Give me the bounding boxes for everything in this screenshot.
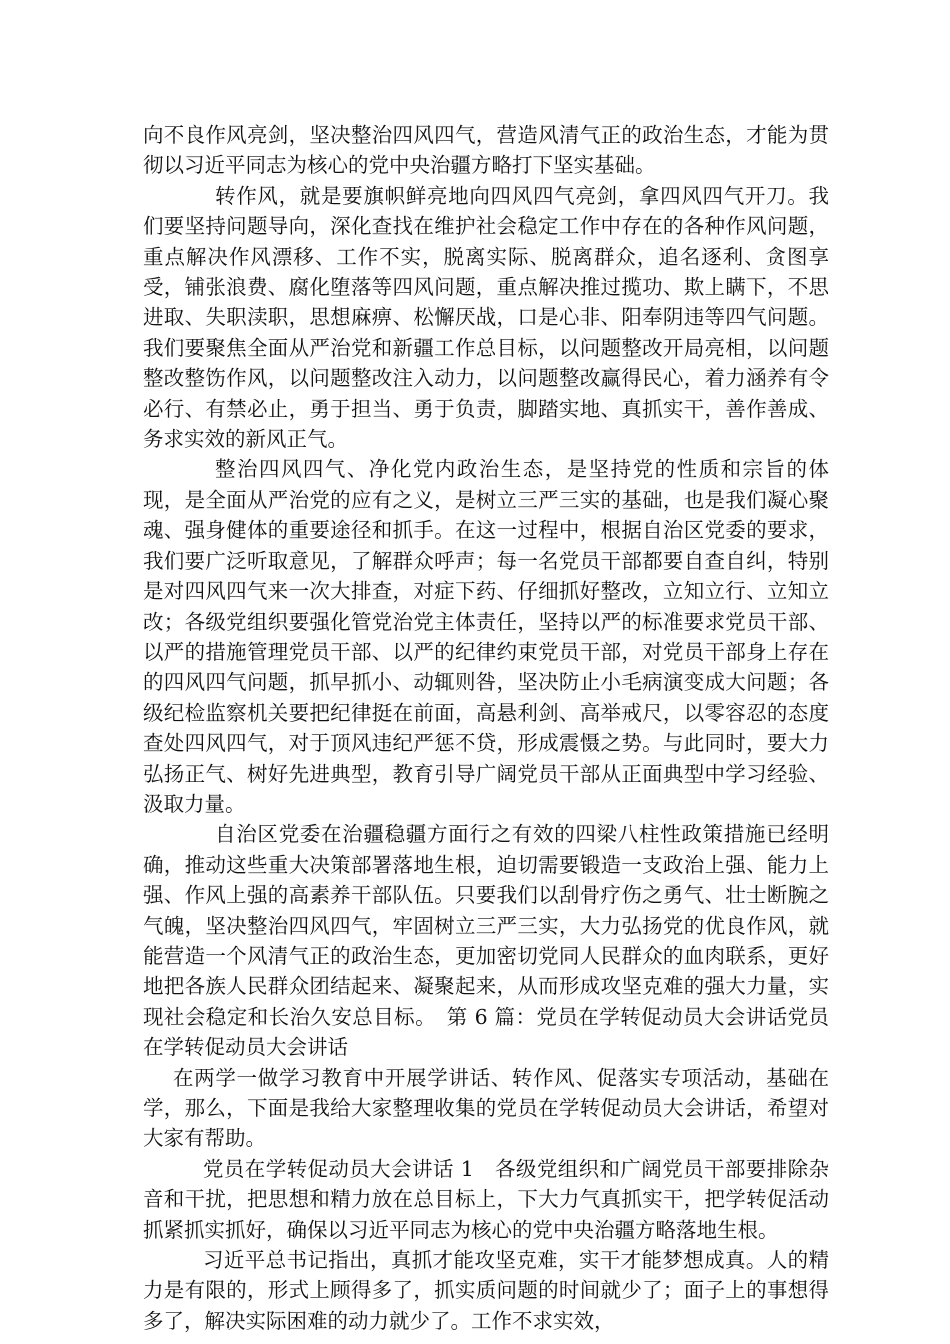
paragraph-1: 向不良作风亮剑，坚决整治四风四气，营造风清气正的政治生态，才能为贯彻以习近平同志为核心的党中央治疆方略打下坚实基础。 [143, 123, 829, 178]
paragraph-7: 习近平总书记指出，真抓才能攻坚克难，实干才能梦想成真。人的精力是有限的，形式上顾得多了，抓实质问题的时间就少了；面子上的事想得多了，解决实际困难的动力就少了。工作不求实效， [143, 1248, 829, 1333]
paragraph-5: 在两学一做学习教育中开展学讲话、转作风、促落实专项活动，基础在学，那么，下面是我给大家整理收集的党员在学转促动员大会讲话，希望对大家有帮助。 [143, 1065, 829, 1151]
document-body [143, 120, 829, 1336]
paragraph-6: 党员在学转促动员大会讲话 1 各级党组织和广阔党员干部要排除杂音和干扰，把思想和精力放在总目标上，下大力气真抓实干，把学转促活动抓紧抓实抓好，确保以习近平同志为核心的党中央治疆方略落地生根。 [143, 1156, 829, 1242]
paragraph-2: 转作风，就是要旗帜鲜亮地向四风四气亮剑，拿四风四气开刀。我们要坚持问题导向，深化查找在维护社会稳定工作中存在的各种作风问题，重点解决作风漂移、工作不实，脱离实际、脱离群众，追名逐利、贪图享受，铺张浪费、腐化堕落等四风问题，重点解决推过揽功、欺上瞒下，不思进取、失职渎职，思想麻痹、松懈厌战，口是心非、阳奉阴违等四气问题。我们要聚焦全面从严治党和新疆工作总目标，以问题整改开局亮相，以问题整改整饬作风，以问题整改注入动力，以问题整改赢得民心，着力涵养有令必行、有禁必止，勇于担当、勇于负责，脚踏实地、真抓实干，善作善成、务求实效的新风正气。 [143, 183, 829, 452]
paragraph-4: 自治区党委在治疆稳疆方面行之有效的四梁八柱性政策措施已经明确，推动这些重大决策部署落地生根，迫切需要锻造一支政治上强、能力上强、作风上强的高素养干部队伍。只要我们以刮骨疗伤之勇气、壮士断腕之气魄，坚决整治四风四气，牢固树立三严三实，大力弘扬党的优良作风，就能营造一个风清气正的政治生态，更加密切党同人民群众的血肉联系，更好地把各族人民群众团结起来、凝聚起来，从而形成攻坚克难的强大力量，实现社会稳定和长治久安总目标。 第 6 篇：党员在学转促动员大会讲话党员在学转促动员大会讲话 [143, 822, 829, 1060]
paragraph-3: 整治四风四气、净化党内政治生态，是坚持党的性质和宗旨的体现，是全面从严治党的应有之义，是树立三严三实的基础，也是我们凝心聚魂、强身健体的重要途径和抓手。在这一过程中，根据自治区党委的要求，我们要广泛听取意见，了解群众呼声；每一名党员干部都要自查自纠，特别是对四风四气来一次大排查，对症下药、仔细抓好整改，立知立行、立知立改；各级党组织要强化管党治党主体责任，坚持以严的标准要求党员干部、以严的措施管理党员干部、以严的纪律约束党员干部，对党员干部身上存在的四风四气问题，抓早抓小、动辄则咎，坚决防止小毛病演变成大问题；各级纪检监察机关要把纪律挺在前面，高悬利剑、高举戒尺，以零容忍的态度查处四风四气，对于顶风违纪严惩不贷，形成震慑之势。与此同时，要大力弘扬正气、树好先进典型，教育引导广阔党员干部从正面典型中学习经验、汲取力量。 [143, 457, 829, 816]
